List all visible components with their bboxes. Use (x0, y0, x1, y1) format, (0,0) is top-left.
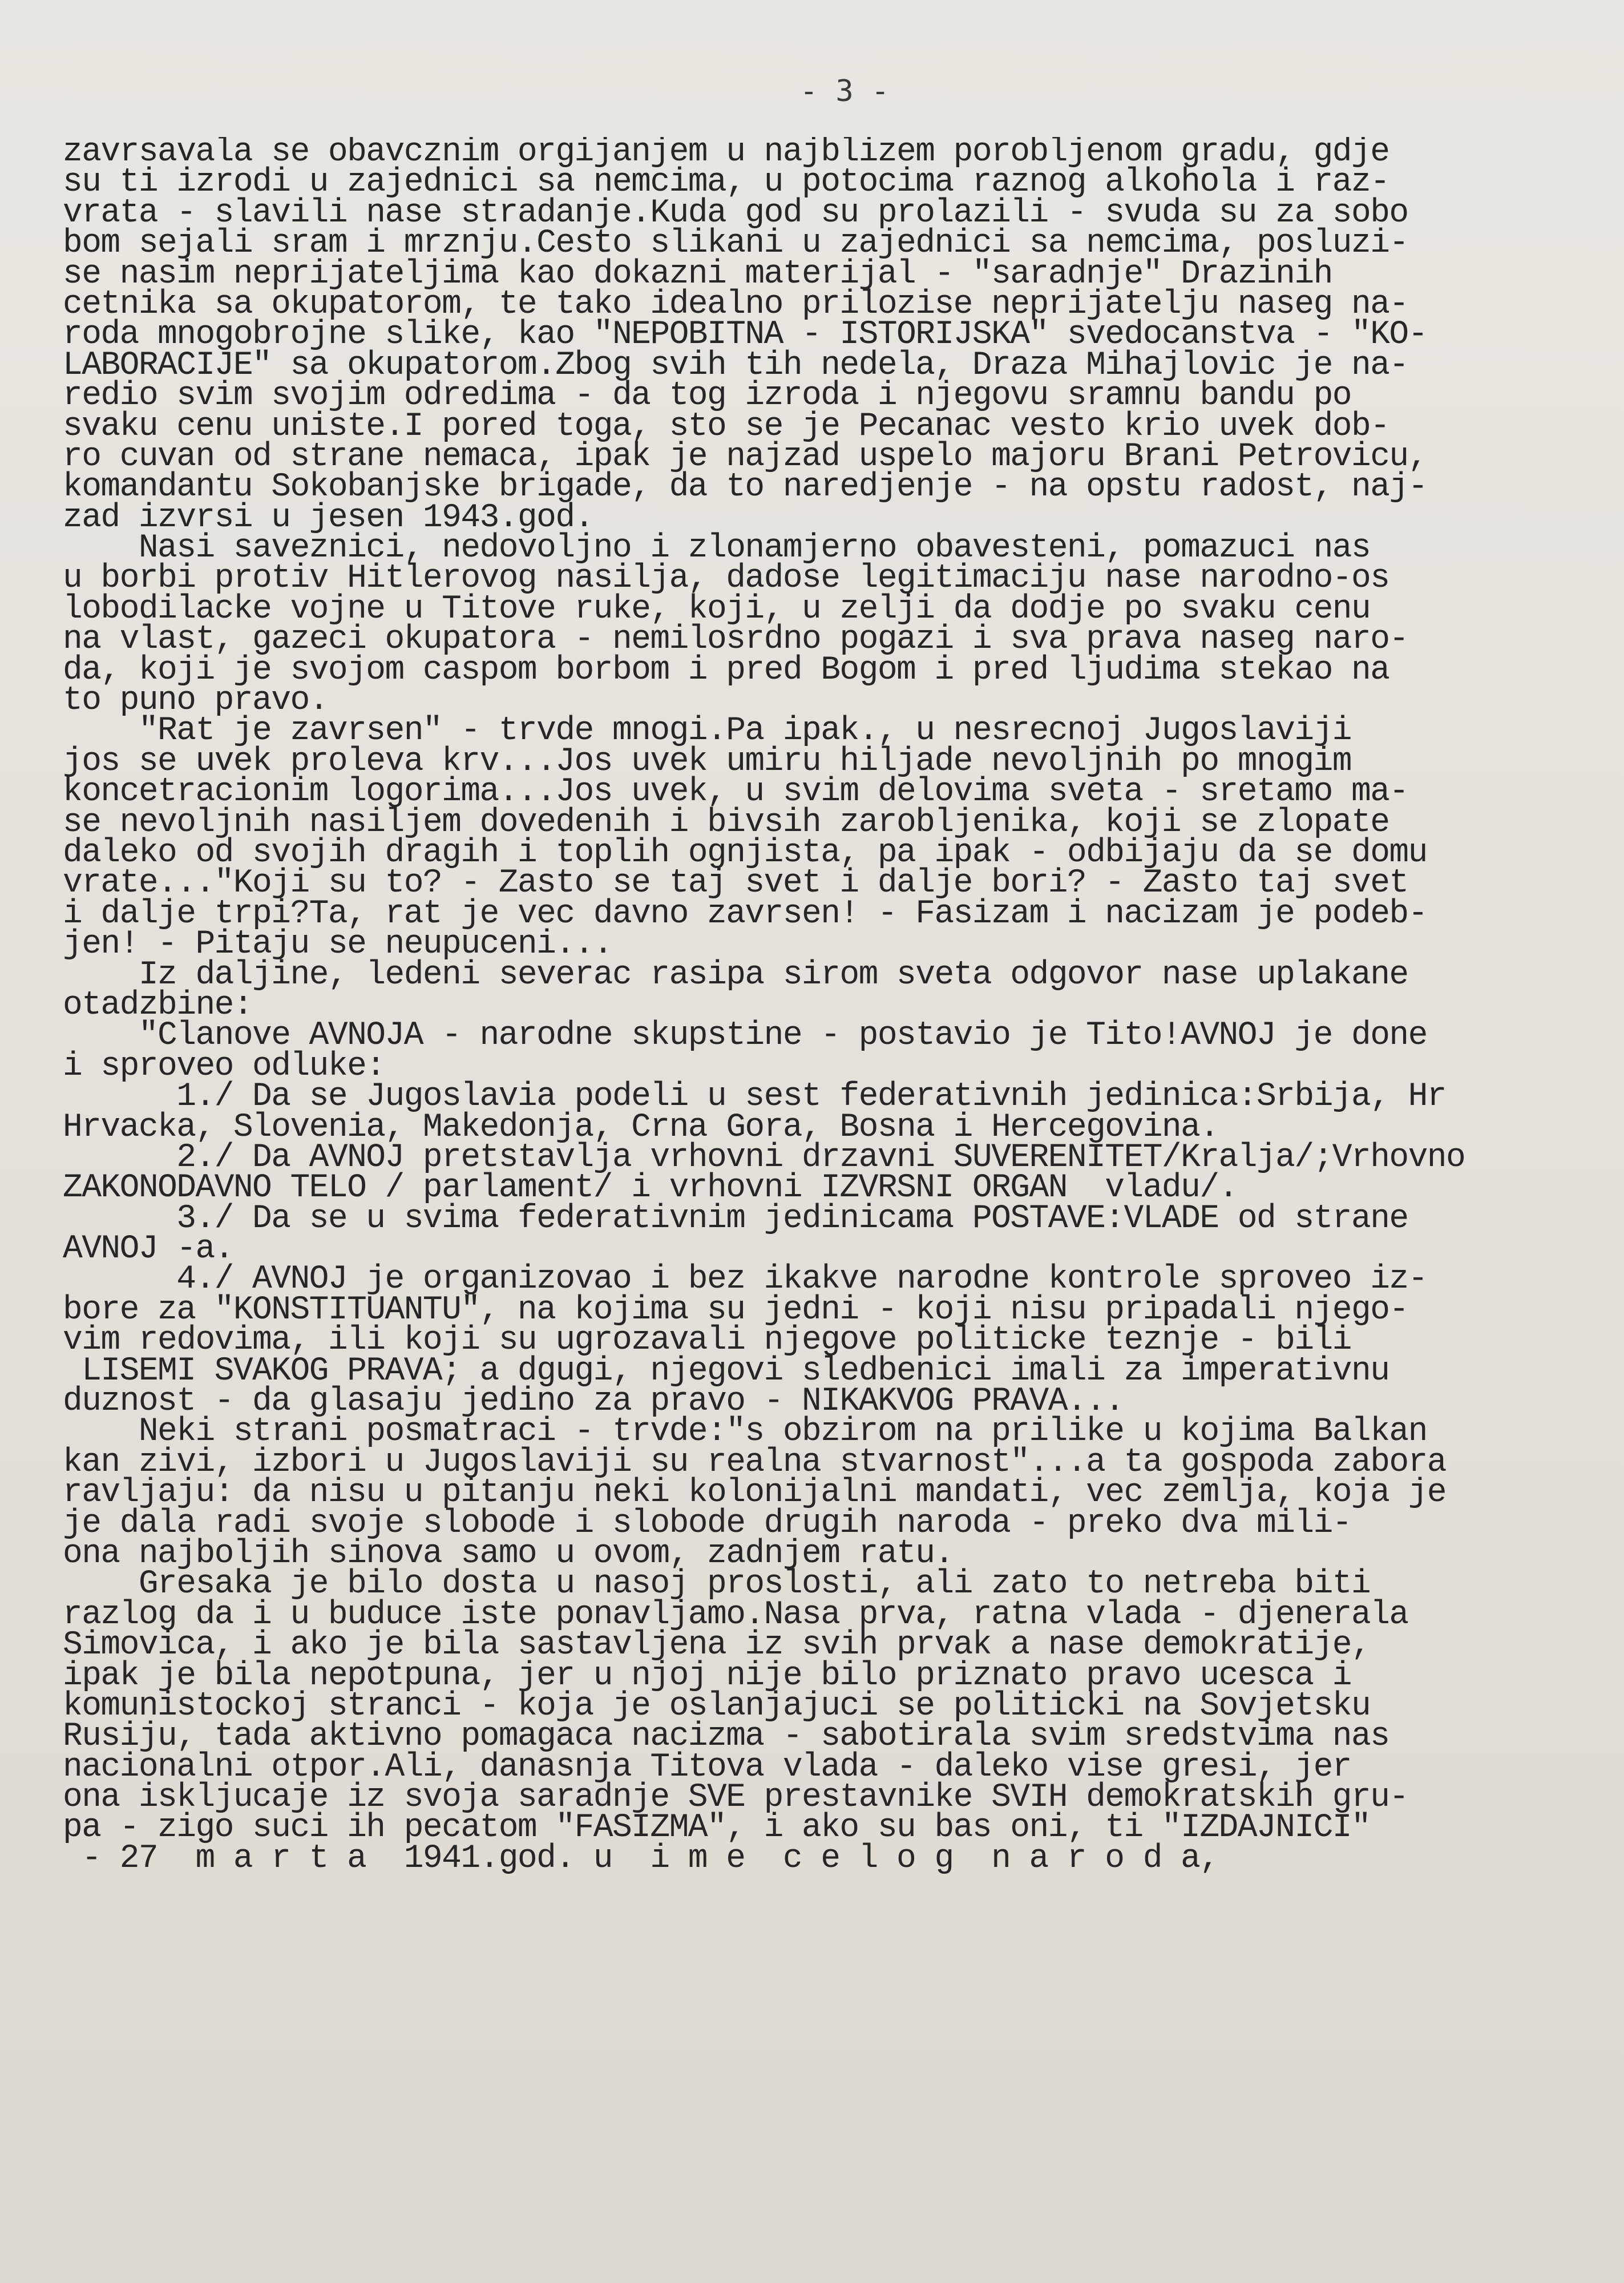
text-line: u borbi protiv Hitlerovog nasilja, dadose legitimaciju nase narodno-os (63, 560, 1389, 598)
text-line: se nasim neprijateljima kao dokazni materijal - "saradnje" Drazinih (63, 255, 1332, 293)
text-line: vrata - slavili nase stradanje.Kuda god su prolazili - svuda su za sobo (63, 194, 1408, 232)
text-line: jos se uvek proleva krv...Jos uvek umiru hiljade nevoljnih po mnogim (63, 743, 1351, 780)
text-line: nacionalni otpor.Ali, danasnja Titova vlada - daleko vise gresi, jer (63, 1748, 1351, 1786)
text-line: "Clanove AVNOJA - narodne skupstine - postavio je Tito!AVNOJ je done (63, 1017, 1427, 1055)
text-line: redio svim svojim odredima - da tog izroda i njegovu sramnu bandu po (63, 377, 1351, 415)
text-line: to puno pravo. (63, 682, 328, 720)
text-line: Rusiju, tada aktivno pomagaca nacizma - sabotirala svim sredstvima nas (63, 1718, 1389, 1756)
text-line: Neki strani posmatraci - trvde:"s obzirom na prilike u kojima Balkan (63, 1413, 1427, 1451)
text-line: "Rat je zavrsen" - trvde mnogi.Pa ipak., u nesrecnoj Jugoslaviji (63, 712, 1351, 750)
text-line: bore za "KONSTITUANTU", na kojima su jedni - koji nisu pripadali njego- (63, 1291, 1408, 1329)
text-line: 1./ Da se Jugoslavia podeli u sest federativnih jedinica:Srbija, Hr (63, 1078, 1447, 1116)
text-line: ZAKONODAVNO TELO / parlament/ i vrhovni IZVRSNI ORGAN vladu/. (63, 1169, 1238, 1207)
text-line: ravljaju: da nisu u pitanju neki kolonijalni mandati, vec zemlja, koja je (63, 1474, 1447, 1512)
text-line: da, koji je svojom caspom borbom i pred Bogom i pred ljudima stekao na (63, 651, 1389, 689)
text-line: ro cuvan od strane nemaca, ipak je najzad uspelo majoru Brani Petrovicu, (63, 438, 1427, 475)
text-line: i sproveo odluke: (63, 1047, 385, 1085)
text-line: vim redovima, ili koji su ugrozavali njegove politicke teznje - bili (63, 1322, 1351, 1360)
text-line: 4./ AVNOJ je organizovao i bez ikakve narodne kontrole sproveo iz- (63, 1261, 1427, 1298)
text-line: jen! - Pitaju se neupuceni... (63, 926, 612, 963)
text-line: bom sejali sram i mrznju.Cesto slikani u zajednici sa nemcima, posluzi- (63, 225, 1408, 263)
text-line: AVNOJ -a. (63, 1231, 233, 1268)
text-line: zad izvrsi u jesen 1943.god. (63, 499, 593, 537)
text-line: koncetracionim logorima...Jos uvek, u svim delovima sveta - sretamo ma- (63, 773, 1408, 811)
text-line: je dala radi svoje slobode i slobode drugih naroda - preko dva mili- (63, 1504, 1351, 1542)
text-line: i dalje trpi?Ta, rat je vec davno zavrsen! - Fasizam i nacizam je podeb- (63, 895, 1427, 933)
text-line: na vlast, gazeci okupatora - nemilosrdno pogazi i sva prava naseg naro- (63, 621, 1408, 659)
text-line: Gresaka je bilo dosta u nasoj proslosti, ali zato to netreba biti (63, 1566, 1371, 1603)
text-line: vrate..."Koji su to? - Zasto se taj svet i dalje bori? - Zasto taj svet (63, 865, 1408, 902)
text-line: Simovica, i ako je bila sastavljena iz svih prvak a nase demokratije, (63, 1627, 1371, 1664)
text-line: svaku cenu uniste.I pored toga, sto se je Pecanac vesto krio uvek dob- (63, 408, 1389, 445)
text-line: Nasi saveznici, nedovoljno i zlonamjerno obavesteni, pomazuci nas (63, 530, 1371, 567)
text-line: ona iskljucaje iz svoja saradnje SVE prestavnike SVIH demokratskih gru- (63, 1779, 1408, 1817)
text-line: duznost - da glasaju jedino za pravo - NIKAKVOG PRAVA... (63, 1383, 1124, 1421)
text-line: lobodilacke vojne u Titove ruke, koji, u zelji da dodje po svaku cenu (63, 590, 1371, 628)
text-line: 2./ Da AVNOJ pretstavlja vrhovni drzavni SUVERENITET/Kralja/;Vrhovno (63, 1139, 1465, 1176)
text-line: razlog da i u buduce iste ponavljamo.Nasa prva, ratna vlada - djenerala (63, 1596, 1408, 1633)
text-line: cetnika sa okupatorom, te tako idealno prilozise neprijatelju naseg na- (63, 285, 1408, 323)
page-number: - 3 - (799, 74, 890, 108)
text-line: 3./ Da se u svima federativnim jedinicama POSTAVE:VLADE od strane (63, 1200, 1408, 1237)
text-line: otadzbine: (63, 986, 253, 1024)
text-line: - 27 m a r t a 1941.god. u i m e c e l o g n a r o d a, (63, 1840, 1219, 1874)
text-line: komandantu Sokobanjske brigade, da to naredjenje - na opstu radost, naj- (63, 469, 1427, 506)
text-line: roda mnogobrojne slike, kao "NEPOBITNA - ISTORIJSKA" svedocanstva - "KO- (63, 316, 1427, 354)
text-line: kan zivi, izbori u Jugoslaviji su realna stvarnost"...a ta gospoda zabora (63, 1443, 1447, 1481)
text-line: Iz daljine, ledeni severac rasipa sirom sveta odgovor nase uplakane (63, 956, 1408, 994)
text-line: ipak je bila nepotpuna, jer u njoj nije bilo priznato pravo ucesca i (63, 1657, 1351, 1695)
text-line: LABORACIJE" sa okupatorom.Zbog svih tih nedela, Draza Mihajlovic je na- (63, 346, 1408, 384)
text-line: ona najboljih sinova samo u ovom, zadnjem ratu. (63, 1535, 954, 1572)
text-line: komunistockoj stranci - koja je oslanjajuci se politicki na Sovjetsku (63, 1687, 1371, 1725)
text-line: daleko od svojih dragih i toplih ognjista, pa ipak - odbijaju da se domu (63, 834, 1427, 872)
text-line: zavrsavala se obavcznim orgijanjem u najblizem porobljenom gradu, gdje (63, 137, 1389, 171)
text-line: pa - zigo suci ih pecatom "FASIZMA", i ako su bas oni, ti "IZDAJNICI" (63, 1809, 1371, 1847)
body-text (63, 137, 1615, 1874)
text-line: su ti izrodi u zajednici sa nemcima, u potocima raznog alkohola i raz- (63, 164, 1389, 201)
text-line: Hrvacka, Slovenia, Makedonja, Crna Gora, Bosna i Hercegovina. (63, 1108, 1219, 1146)
text-line: se nevoljnih nasiljem dovedenih i bivsih zarobljenika, koji se zlopate (63, 804, 1389, 841)
text-line: LISEMI SVAKOG PRAVA; a dgugi, njegovi sledbenici imali za imperativnu (63, 1352, 1389, 1390)
